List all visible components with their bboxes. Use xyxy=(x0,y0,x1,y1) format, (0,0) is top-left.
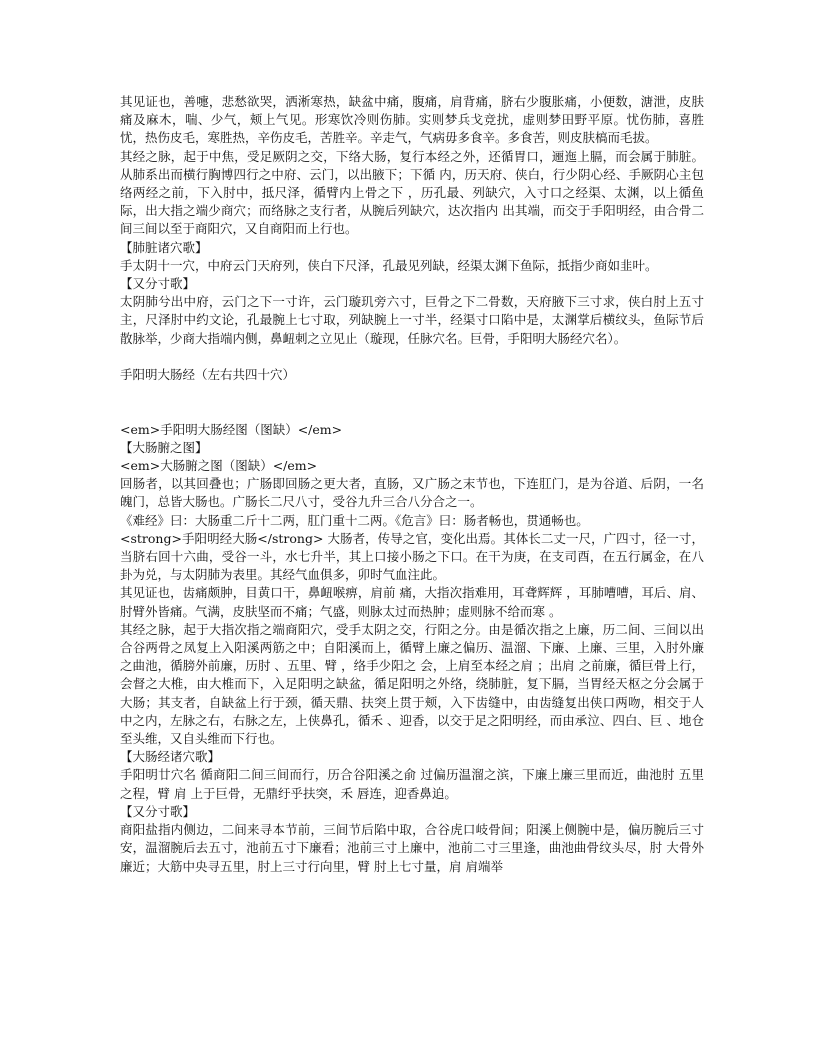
lung-meridian-paragraph: 其经之脉，起于中焦，受足厥阴之交，下络大肠，复行本经之外，还循胃口，逦迤上膈，而会属于肺脏。从肺系出而横行胸博四行之中府、云门，以出腋下；下循 内，历天府、侠白，行少阴心经、手厥阴心主包络两经之前，下入肘中，抵尺泽，循臂内上骨之下 ，历孔最、列缺穴，入寸口之经渠、太渊，以上循鱼际，出大指之端少商穴；而络脉之支行者，从腕后列缺穴，达次指内 出其端，而交于手阳明经，由合骨二间三间以至于商阳穴，又自商阳而上行也。 xyxy=(120,148,704,237)
fu-figure-title: 【大肠腑之图】 xyxy=(120,439,208,455)
figure-missing-note: <em>手阳明大肠经图（图缺）</em> xyxy=(120,421,343,437)
li-meridian-paragraph: 其经之脉，起于大指次指之端商阳穴，受手太阴之交，行阳之分。由是循次指之上廉，历二间、三间以出合谷两骨之凤复上入阳溪两筋之中；自阳溪而上，循臂上廉之偏历、温溜、下廉、上廉、三里，入肘外廉之曲池，循膀外前廉，历肘 、五里、臂 ，络手少阳之 会，上肩至本经之肩 ；出肩 之前廉，循巨骨上行，会督之大椎，由大椎而下，入足阳明之缺盆，循足阳明之外络，绕肺脏，复下膈，当胃经天枢之分会属于大肠；其支者，自缺盆上行于颈，循天鼎、扶突上贯于颊，入下齿缝中，由齿缝复出侠口两吻，相交于人中之内，左脉之右，右脉之左，上侠鼻孔，循禾 、迎香，以交于足之阳明经，而由承泣、四白、巨 、地仓至头维，又自头维而下行也。 xyxy=(120,621,704,747)
li-measure-song: 商阳盐指内侧边，二间来寻本节前，三间节后陷中取，合谷虎口岐骨间；阳溪上侧腕中是，偏历腕后三寸安，温溜腕后去五寸，池前五寸下廉看；池前三寸上廉中，池前二寸三里逢，曲池曲骨纹头尽，肘 大骨外廉近；大筋中央寻五里，肘上三寸行向里，臂 肘上七寸量，肩 肩端举 xyxy=(120,822,704,874)
li-intro-paragraph: 回肠者，以其回叠也；广肠即回肠之更大者，直肠，又广肠之末节也，下连肛门，是为谷道、后阴，一名魄门，总皆大肠也。广肠长二尺八寸，受谷九升三合八分合之一。 xyxy=(120,476,704,510)
li-nanjing-paragraph: 《难经》曰：大肠重二斤十二两，肛门重十二两。《危言》曰：肠者畅也，贯通畅也。 xyxy=(120,512,589,528)
lung-points-song: 手太阴十一穴，中府云门天府列，侠白下尺泽，孔最见列缺，经渠太渊下鱼际，抵指少商如韭叶。 xyxy=(120,257,658,273)
li-points-song-title: 【大肠经诸穴歌】 xyxy=(120,749,221,765)
fu-figure-missing-note: <em>大肠腑之图（图缺）</em> xyxy=(120,458,318,474)
lung-measure-song: 太阴肺兮出中府，云门之下一寸许，云门璇玑旁六寸，巨骨之下二骨数，天府腋下三寸求，侠白肘上五寸主，尺泽肘中约文论，孔最腕上七寸取，列缺腕上一寸半，经渠寸口陷中是，太渊掌后横纹头，鱼际节后散脉举，少商大指端内侧，鼻衄刺之立见止（璇现，任脉穴名。巨骨，手阳明大肠经穴名）。 xyxy=(120,294,704,346)
li-strong-paragraph: <strong>手阳明经大肠</strong> 大肠者，传导之官，变化出焉。其体长二丈一尺，广四寸，径一寸，当脐右回十六曲，受谷一斗，水七升半，其上口接小肠之下口。在干为庚，在支司酉，在五行属金，在八卦为兑，与太阴肺为表里。其经气血俱多，卯时气血注此。 xyxy=(120,530,704,583)
lung-measure-song-title: 【又分寸歌】 xyxy=(120,276,196,292)
document-page xyxy=(120,93,704,876)
section-heading: 手阳明大肠经（左右共四十穴） xyxy=(120,367,296,383)
spacer xyxy=(120,384,704,420)
li-measure-song-title: 【又分寸歌】 xyxy=(120,803,196,819)
lung-points-song-title: 【肺脏诸穴歌】 xyxy=(120,239,208,255)
spacer xyxy=(120,348,704,366)
li-symptoms-paragraph: 其见证也，齿痛颇肿，目黄口干，鼻衄喉痹，肩前 痛，大指次指难用，耳聋辉辉 ，耳肺嘈嘈，耳后、肩、肘臂外皆痛。气满，皮肤坚而不痛；气盛，则脉太过而热肿；虚则脉不给而寒 。 xyxy=(120,585,704,619)
lung-symptoms-paragraph: 其见证也，善嚏，悲愁欲哭，洒淅寒热，缺盆中痛，腹痛，肩背痛，脐右少腹胀痛，小便数，溏泄，皮肤痛及麻木，喘、少气，颊上气见。形寒饮冷则伤肺。实则梦兵戈竞扰，虚则梦田野平原。忧伤肺，喜胜忧，热伤皮毛，寒胜热，辛伤皮毛，苦胜辛。辛走气，气病毋多食辛。多食苦，则皮肤槁而毛拔。 xyxy=(120,94,704,146)
li-points-song: 手阳明廿穴名 循商阳二间三间而行，历合谷阳溪之俞 过偏历温溜之滨，下廉上廉三里而近，曲池肘 五里之程，臂 肩 上于巨骨，无鼎纡乎扶突，禾 唇连，迎香鼻迫。 xyxy=(120,767,704,801)
